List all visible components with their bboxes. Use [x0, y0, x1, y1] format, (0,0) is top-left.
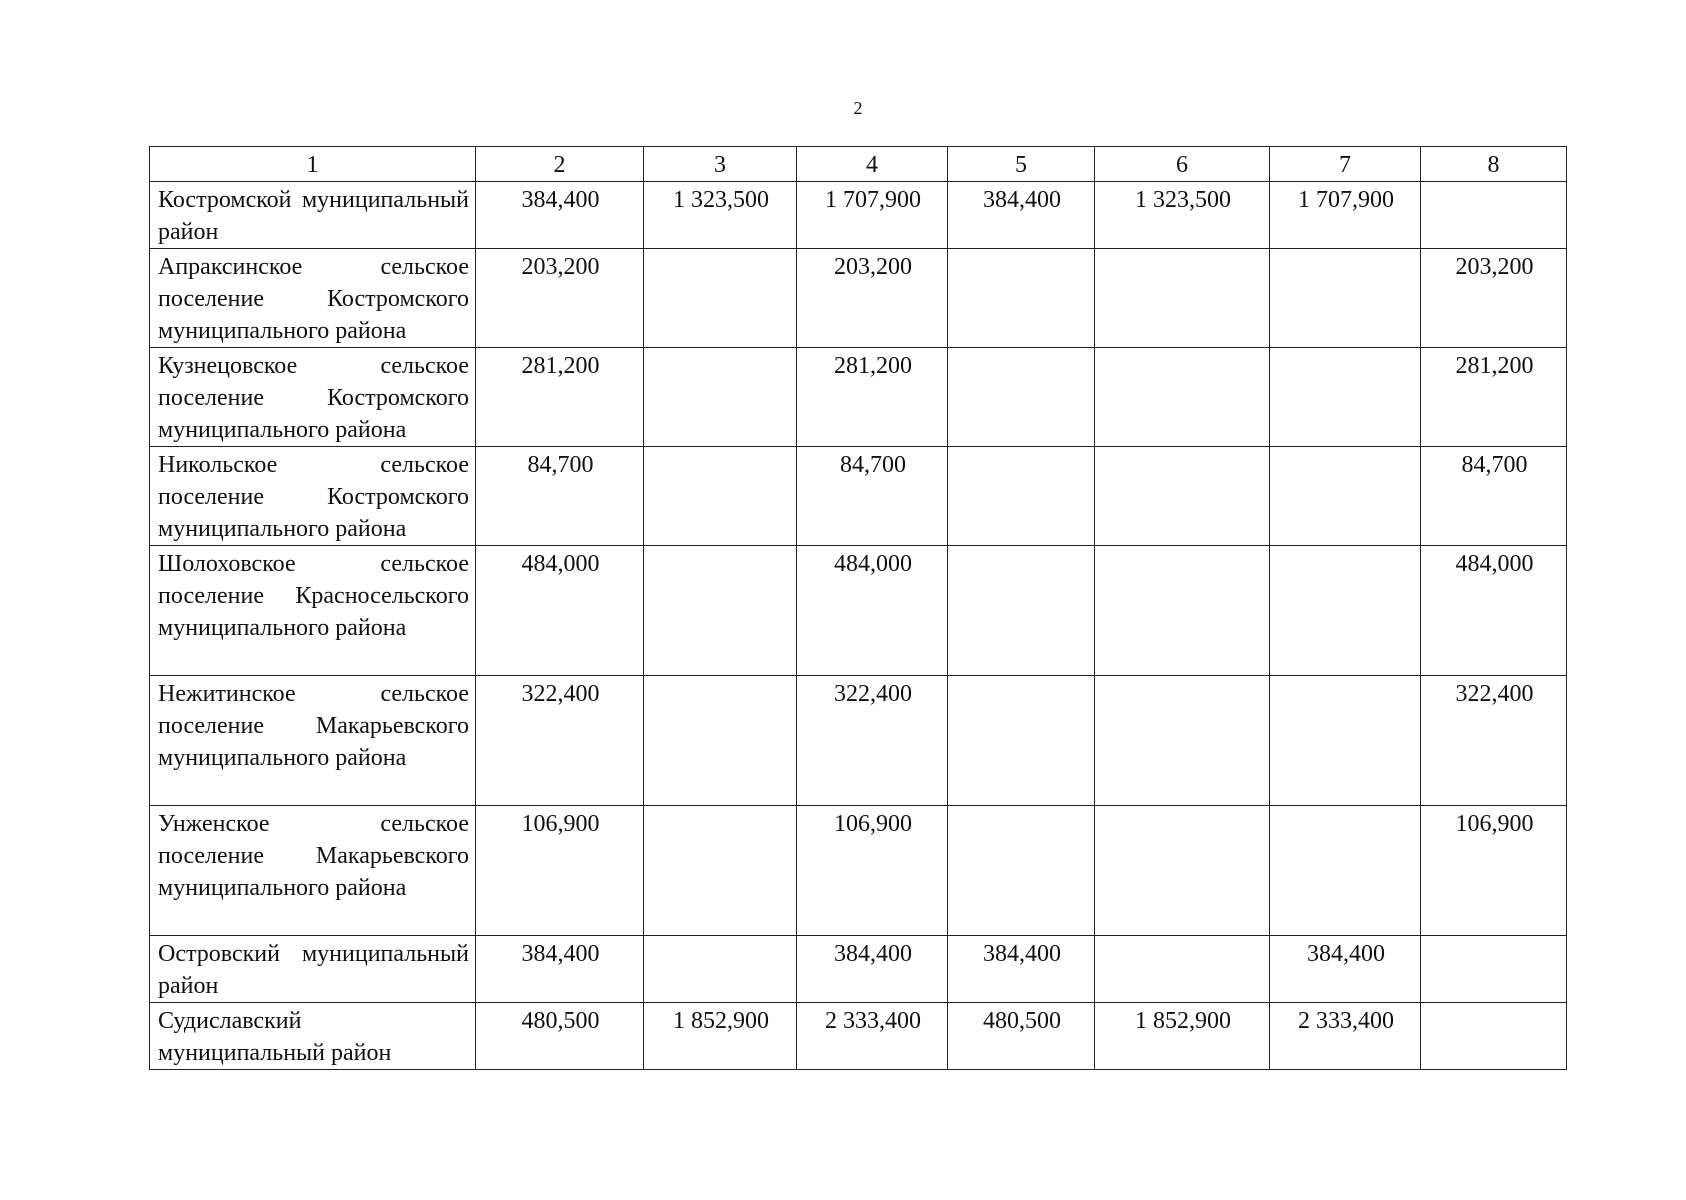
municipality-name: Кузнецовское сельское поселение Костромского муниципального района: [150, 348, 476, 447]
value-cell: 84,700: [1421, 447, 1567, 546]
header-cell: 2: [476, 147, 644, 182]
data-table: [149, 146, 1567, 1070]
header-cell: 4: [797, 147, 948, 182]
value-cell: [1421, 1003, 1567, 1070]
value-cell: 84,700: [476, 447, 644, 546]
header-cell: 8: [1421, 147, 1567, 182]
value-cell: 281,200: [797, 348, 948, 447]
value-cell: [948, 676, 1095, 806]
header-cell: 1: [150, 147, 476, 182]
table-row: [150, 806, 1567, 936]
value-cell: [948, 447, 1095, 546]
value-cell: [1095, 936, 1270, 1003]
table-row: [150, 936, 1567, 1003]
value-cell: [1270, 546, 1421, 676]
page-number: 2: [853, 98, 863, 118]
value-cell: 1 852,900: [644, 1003, 797, 1070]
value-cell: [948, 546, 1095, 676]
value-cell: 384,400: [948, 936, 1095, 1003]
value-cell: [1270, 806, 1421, 936]
value-cell: 484,000: [1421, 546, 1567, 676]
value-cell: [1095, 806, 1270, 936]
value-cell: [644, 249, 797, 348]
value-cell: 384,400: [476, 936, 644, 1003]
value-cell: 2 333,400: [1270, 1003, 1421, 1070]
value-cell: [1270, 676, 1421, 806]
table-row: [150, 546, 1567, 676]
table-row: [150, 348, 1567, 447]
municipality-name: Судиславский муниципальный район: [150, 1003, 476, 1070]
value-cell: 384,400: [797, 936, 948, 1003]
value-cell: [1270, 348, 1421, 447]
municipality-name: Костромской муниципальный район: [150, 182, 476, 249]
value-cell: 106,900: [1421, 806, 1567, 936]
municipality-name: Шолоховское сельское поселение Красносельского муниципального района: [150, 546, 476, 676]
value-cell: [644, 936, 797, 1003]
value-cell: [1095, 447, 1270, 546]
value-cell: 106,900: [476, 806, 644, 936]
value-cell: [1421, 936, 1567, 1003]
municipality-name: Никольское сельское поселение Костромского муниципального района: [150, 447, 476, 546]
value-cell: 1 852,900: [1095, 1003, 1270, 1070]
value-cell: [644, 546, 797, 676]
value-cell: [644, 348, 797, 447]
value-cell: 203,200: [476, 249, 644, 348]
header-cell: 3: [644, 147, 797, 182]
value-cell: [948, 348, 1095, 447]
value-cell: 480,500: [948, 1003, 1095, 1070]
value-cell: [948, 806, 1095, 936]
table-row: [150, 676, 1567, 806]
value-cell: [644, 676, 797, 806]
value-cell: 1 707,900: [797, 182, 948, 249]
value-cell: [1095, 249, 1270, 348]
value-cell: 203,200: [1421, 249, 1567, 348]
value-cell: 1 323,500: [1095, 182, 1270, 249]
value-cell: 384,400: [476, 182, 644, 249]
value-cell: 484,000: [797, 546, 948, 676]
header-cell: 5: [948, 147, 1095, 182]
value-cell: 322,400: [1421, 676, 1567, 806]
municipality-name: Островский муниципальный район: [150, 936, 476, 1003]
value-cell: 1 707,900: [1270, 182, 1421, 249]
value-cell: 1 323,500: [644, 182, 797, 249]
value-cell: 203,200: [797, 249, 948, 348]
table-row: [150, 1003, 1567, 1070]
municipality-name: Унженское сельское поселение Макарьевского муниципального района: [150, 806, 476, 936]
value-cell: 484,000: [476, 546, 644, 676]
value-cell: [1095, 348, 1270, 447]
value-cell: [1270, 447, 1421, 546]
value-cell: [644, 447, 797, 546]
header-cell: 6: [1095, 147, 1270, 182]
value-cell: [644, 806, 797, 936]
value-cell: 384,400: [1270, 936, 1421, 1003]
value-cell: 84,700: [797, 447, 948, 546]
value-cell: [1421, 182, 1567, 249]
value-cell: [1095, 546, 1270, 676]
header-cell: 7: [1270, 147, 1421, 182]
value-cell: [948, 249, 1095, 348]
value-cell: 322,400: [476, 676, 644, 806]
value-cell: 480,500: [476, 1003, 644, 1070]
value-cell: 281,200: [1421, 348, 1567, 447]
value-cell: 2 333,400: [797, 1003, 948, 1070]
table-row: [150, 447, 1567, 546]
value-cell: [1095, 676, 1270, 806]
value-cell: 384,400: [948, 182, 1095, 249]
value-cell: [1270, 249, 1421, 348]
municipality-name: Апраксинское сельское поселение Костромского муниципального района: [150, 249, 476, 348]
table-row: [150, 249, 1567, 348]
table-row: [150, 182, 1567, 249]
value-cell: 281,200: [476, 348, 644, 447]
value-cell: 106,900: [797, 806, 948, 936]
table-header-row: [150, 147, 1567, 182]
municipality-name: Нежитинское сельское поселение Макарьевского муниципального района: [150, 676, 476, 806]
value-cell: 322,400: [797, 676, 948, 806]
